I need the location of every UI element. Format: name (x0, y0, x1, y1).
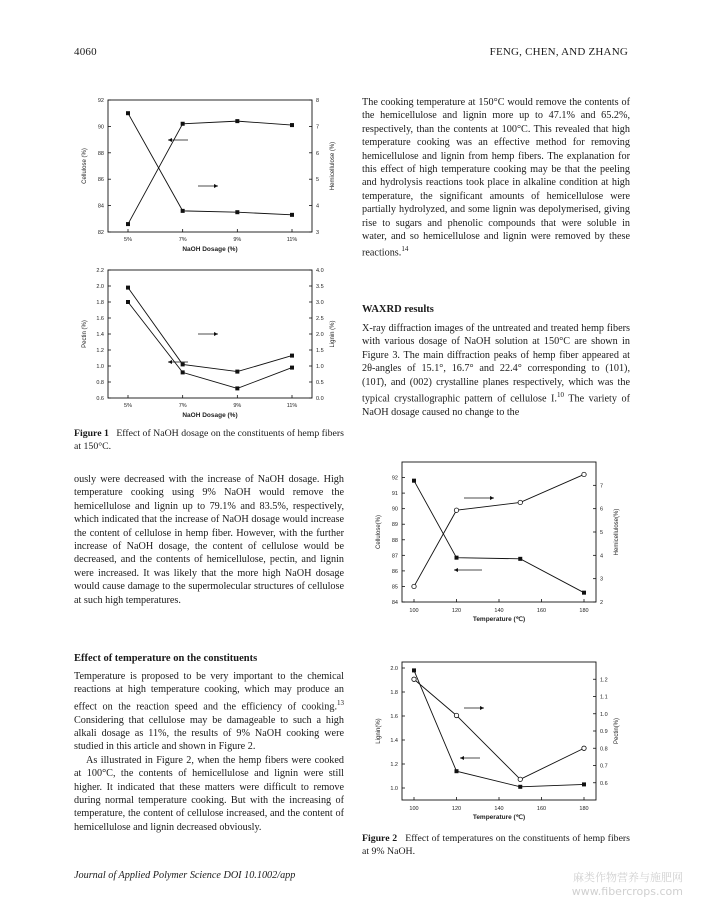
y2-axis-label: Hemicellulose (%) (330, 141, 336, 191)
x-axis-label: NaOH Dosage (%) (182, 412, 238, 419)
left-paragraph-continued: ously were decreased with the increase of NaOH dosage. High temperature cooking using 9% NaOH would remove the hemicellulose and lignin up to 79.1% and 83.5%, respectively, which indicated that the increase of NaOH dosage would increase the content of cellulose in hemp fiber. However, with the further increase of NaOH dosage, the content of cellulose would be decreased, and the contents of hemicellulose, pectin, and lignin were increased. It was likely that the more high NaOH dosage would cause damage to the supermolecular structures of cellulose at such high temperatures. (74, 474, 344, 606)
data-point-lignin (582, 782, 586, 786)
y-tick-label: 1.0 (390, 786, 398, 792)
y-tick-label: 82 (97, 230, 104, 236)
y2-tick-label: 3 (316, 230, 320, 236)
reference-14: 14 (401, 245, 409, 254)
y-tick-label: 0.8 (96, 380, 104, 386)
reference-13: 13 (337, 698, 344, 707)
site-watermark (572, 871, 683, 899)
y2-tick-label: 0.7 (600, 763, 608, 770)
data-point-hemicellulose (235, 210, 239, 214)
y2-tick-label: 6 (600, 506, 604, 513)
y2-tick-label: 4 (316, 203, 320, 210)
right-body-paragraph-2 (362, 322, 630, 419)
y2-axis-label: Lignin (%) (330, 320, 336, 348)
y2-tick-label: 5 (600, 530, 604, 536)
data-point-lignin (290, 366, 294, 370)
x-tick-label: 5% (124, 237, 132, 243)
plot-frame (402, 462, 596, 602)
arrow-head (460, 756, 464, 760)
data-point-pectin (126, 286, 130, 290)
y2-tick-label: 7 (316, 124, 320, 131)
y-tick-label: 1.6 (390, 714, 398, 720)
figure1-chart-cellulose-hemicellulose (74, 90, 344, 260)
x-tick-label: 11% (286, 237, 298, 243)
x-tick-label: 7% (178, 237, 187, 243)
data-point-hemicellulose (126, 111, 130, 115)
section-heading-waxrd: WAXRD results (362, 304, 434, 315)
right-paragraph-xray: X-ray diffraction images of the untreated and treated hemp fibers with various dosage of NaOH solution at 150°C are shown in Figure 3. The main diffraction peaks of hemp fiber appeared at 2θ-angles of 15.1°, 16.7° and 22.4° corresponding to (101), (101̄), and (002) crystalline planes respectively, which was the typical crystallographic pattern of cellulose I.$^{10}$ The variety of NaOH dosage caused no change to the (362, 323, 630, 418)
y2-tick-label: 2.5 (316, 316, 324, 322)
y-axis-label: Cellulose (%) (82, 148, 88, 184)
y-tick-label: 92 (391, 475, 398, 482)
y2-tick-label: 1.1 (600, 694, 608, 701)
y-tick-label: 89 (391, 522, 398, 529)
x-tick-label: 180 (579, 806, 589, 812)
y-tick-label: 84 (97, 203, 104, 210)
y2-tick-label: 5 (316, 177, 320, 184)
y-tick-label: 1.4 (390, 738, 398, 744)
y-tick-label: 2.0 (390, 666, 398, 672)
y-tick-label: 1.2 (96, 348, 104, 354)
plot-frame (402, 662, 596, 800)
figure1-caption-label: Figure 1 (74, 428, 109, 439)
data-point-lignin (455, 769, 459, 773)
series-line-hemicellulose (128, 113, 292, 215)
left-paragraph-figure2: As illustrated in Figure 2, when the hemp fibers were cooked at 100°C, the contents of hemicellulose and lignin were still higher. It indicated that these matters were difficult to remove during normal temperature cooking. But with the increasing of temperature, the content of cellulose increased, and the content of hemicellulose and lignin decreased obviously. (74, 754, 344, 833)
x-tick-label: 140 (494, 608, 504, 614)
y-tick-label: 88 (97, 150, 104, 157)
y2-tick-label: 6 (316, 150, 320, 157)
y2-axis-label: Hemicellulose(%) (614, 508, 620, 556)
y2-tick-label: 8 (316, 98, 320, 104)
data-point-pectin (454, 713, 458, 717)
data-point-hemicellulose (582, 591, 586, 595)
data-point-hemicellulose (181, 209, 185, 213)
arrow-head (214, 184, 218, 188)
figure1-caption (74, 428, 344, 453)
data-point-cellulose (290, 123, 294, 127)
x-tick-label: 100 (409, 608, 419, 614)
x-tick-label: 140 (494, 806, 504, 812)
y-tick-label: 90 (391, 506, 398, 513)
data-point-cellulose (582, 472, 586, 476)
running-header-authors: FENG, CHEN, AND ZHANG (489, 46, 628, 58)
y-axis-label: Pectin (%) (82, 320, 88, 348)
watermark-line-1: 麻类作物营养与施肥网 (573, 871, 683, 884)
y-tick-label: 1.0 (96, 364, 104, 370)
y-tick-label: 1.8 (390, 690, 398, 696)
x-tick-label: 11% (286, 403, 298, 409)
journal-footer: Journal of Applied Polymer Science DOI 10.1002/app (74, 870, 296, 881)
y-tick-label: 1.8 (96, 300, 104, 306)
y2-tick-label: 7 (600, 483, 604, 490)
data-point-lignin (235, 386, 239, 390)
series-line-pectin (414, 679, 584, 779)
x-tick-label: 5% (124, 403, 132, 409)
arrow-head (480, 706, 484, 710)
y-tick-label: 91 (391, 491, 398, 498)
series-line-lignin (414, 670, 584, 786)
figure1-caption-text: Effect of NaOH dosage on the constituents of hemp fibers at 150°C. (74, 428, 344, 452)
data-point-cellulose (412, 584, 416, 588)
y-tick-label: 85 (391, 584, 398, 591)
y2-tick-label: 4 (600, 553, 604, 560)
x-tick-label: 9% (233, 403, 242, 409)
data-point-pectin (181, 362, 185, 366)
series-line-cellulose (414, 474, 584, 586)
y-axis-label: Cellulose(%) (376, 514, 382, 550)
y-tick-label: 1.6 (96, 316, 104, 322)
data-point-pectin (235, 370, 239, 374)
figure2-chart-lignin-pectin (362, 650, 632, 830)
data-point-lignin (126, 300, 130, 304)
y-tick-label: 88 (391, 537, 398, 544)
right-paragraph-cooking: The cooking temperature at 150°C would remove the contents of the hemicellulose and lignin more up to 47.1% and 65.2%, respectively, than the contents at 100°C. This revealed that high temperature cooking was an effective method for removing hemicellulose and lignin from hemp fibers. The explanation for this effect of high temperature cooking may be that the peeling and hydrolysis reactions took place in alkaline condition at high temperature, the significant amounts of hemicellulose were partially hydrolyzed, and some lignin was depolymerised, giving rise to sugars and phenolic compounds that were soluble in water, and so hemicellulose and lignin were removed by these reactions.$^{14}$ (362, 97, 630, 259)
data-point-pectin (518, 777, 522, 781)
y-tick-label: 90 (97, 124, 104, 131)
y2-tick-label: 3 (600, 576, 604, 583)
y2-tick-label: 0.5 (316, 380, 324, 386)
x-tick-label: 180 (579, 608, 589, 614)
y2-tick-label: 1.0 (600, 711, 608, 718)
y2-tick-label: 0.0 (316, 396, 324, 402)
data-point-cellulose (235, 119, 239, 123)
data-point-hemicellulose (412, 479, 416, 483)
y-tick-label: 1.2 (390, 762, 398, 768)
y2-tick-label: 2 (600, 600, 604, 606)
data-point-lignin (181, 370, 185, 374)
arrow-head (490, 496, 494, 500)
data-point-hemicellulose (455, 556, 459, 560)
left-paragraph-temperature: Temperature is proposed to be very important to the chemical reactions at high temperature cooking, which may produce an effect on the reaction speed and the efficiency of cooking.$^{13}$ Considering that cellulose may be damageable to such a high alkali dosage as 11%, the results of 9% NaOH cooking were studied in this article and shown in Figure 2. (74, 671, 344, 753)
series-line-cellulose (128, 121, 292, 224)
y2-tick-label: 0.9 (600, 729, 608, 735)
x-tick-label: 160 (536, 608, 547, 614)
y2-tick-label: 2.0 (316, 332, 324, 338)
x-tick-label: 100 (409, 806, 419, 812)
x-tick-label: 9% (233, 237, 242, 243)
x-tick-label: 120 (451, 608, 462, 614)
y-tick-label: 86 (97, 177, 104, 184)
y2-tick-label: 0.8 (600, 746, 608, 753)
x-tick-label: 7% (178, 403, 187, 409)
series-line-lignin (128, 302, 292, 388)
section-heading-temperature: Effect of temperature on the constituents (74, 653, 258, 664)
series-line-pectin (128, 288, 292, 372)
data-point-hemicellulose (518, 557, 522, 561)
data-point-pectin (412, 677, 416, 681)
data-point-lignin (518, 785, 522, 789)
data-point-lignin (412, 668, 416, 672)
x-axis-label: NaOH Dosage (%) (182, 246, 238, 253)
y-tick-label: 1.4 (96, 332, 104, 338)
y2-tick-label: 3.5 (316, 284, 324, 290)
y-tick-label: 0.6 (96, 396, 104, 402)
data-point-cellulose (126, 222, 130, 226)
y-tick-label: 84 (391, 600, 398, 606)
figure1-chart-pectin-lignin (74, 262, 344, 422)
x-tick-label: 160 (536, 806, 547, 812)
y2-tick-label: 1.0 (316, 364, 324, 370)
left-body-paragraph-2 (74, 670, 344, 834)
arrow-head (168, 360, 172, 364)
y2-tick-label: 4.0 (316, 268, 324, 274)
y-tick-label: 2.2 (96, 268, 104, 274)
series-line-hemicellulose (414, 481, 584, 593)
y-axis-label: Lignin(%) (376, 718, 382, 744)
y2-axis-label: Pectin(%) (614, 717, 620, 745)
data-point-cellulose (454, 508, 458, 512)
figure2-caption-text: Effect of temperatures on the constituents of hemp fibers at 9% NaOH. (362, 833, 630, 857)
figure2-chart-cellulose-hemicellulose (362, 450, 632, 630)
y-tick-label: 87 (391, 553, 398, 560)
plot-frame (108, 100, 312, 232)
data-point-hemicellulose (290, 213, 294, 217)
y2-tick-label: 1.5 (316, 348, 324, 354)
figure2-caption-label: Figure 2 (362, 833, 398, 844)
x-axis-label: Temperature (℃) (472, 616, 526, 623)
arrow-head (214, 332, 218, 336)
y-tick-label: 92 (97, 98, 104, 104)
reference-10: 10 (556, 391, 564, 400)
y2-tick-label: 0.6 (600, 780, 608, 787)
x-axis-label: Temperature (℃) (472, 814, 526, 821)
data-point-cellulose (181, 122, 185, 126)
page-number: 4060 (74, 46, 97, 58)
y-tick-label: 2.0 (96, 284, 104, 290)
y-tick-label: 86 (391, 568, 398, 575)
arrow-head (168, 138, 172, 142)
watermark-line-2: www.fibercrops.com (571, 885, 683, 898)
arrow-head (454, 568, 458, 572)
data-point-pectin (582, 746, 586, 750)
left-body-paragraph-1 (74, 473, 344, 607)
data-point-pectin (290, 354, 294, 358)
y2-tick-label: 3.0 (316, 300, 324, 306)
right-body-paragraph-1 (362, 96, 630, 260)
data-point-cellulose (518, 500, 522, 504)
x-tick-label: 120 (451, 806, 462, 812)
figure2-caption (362, 833, 630, 858)
y2-tick-label: 1.2 (600, 677, 608, 684)
